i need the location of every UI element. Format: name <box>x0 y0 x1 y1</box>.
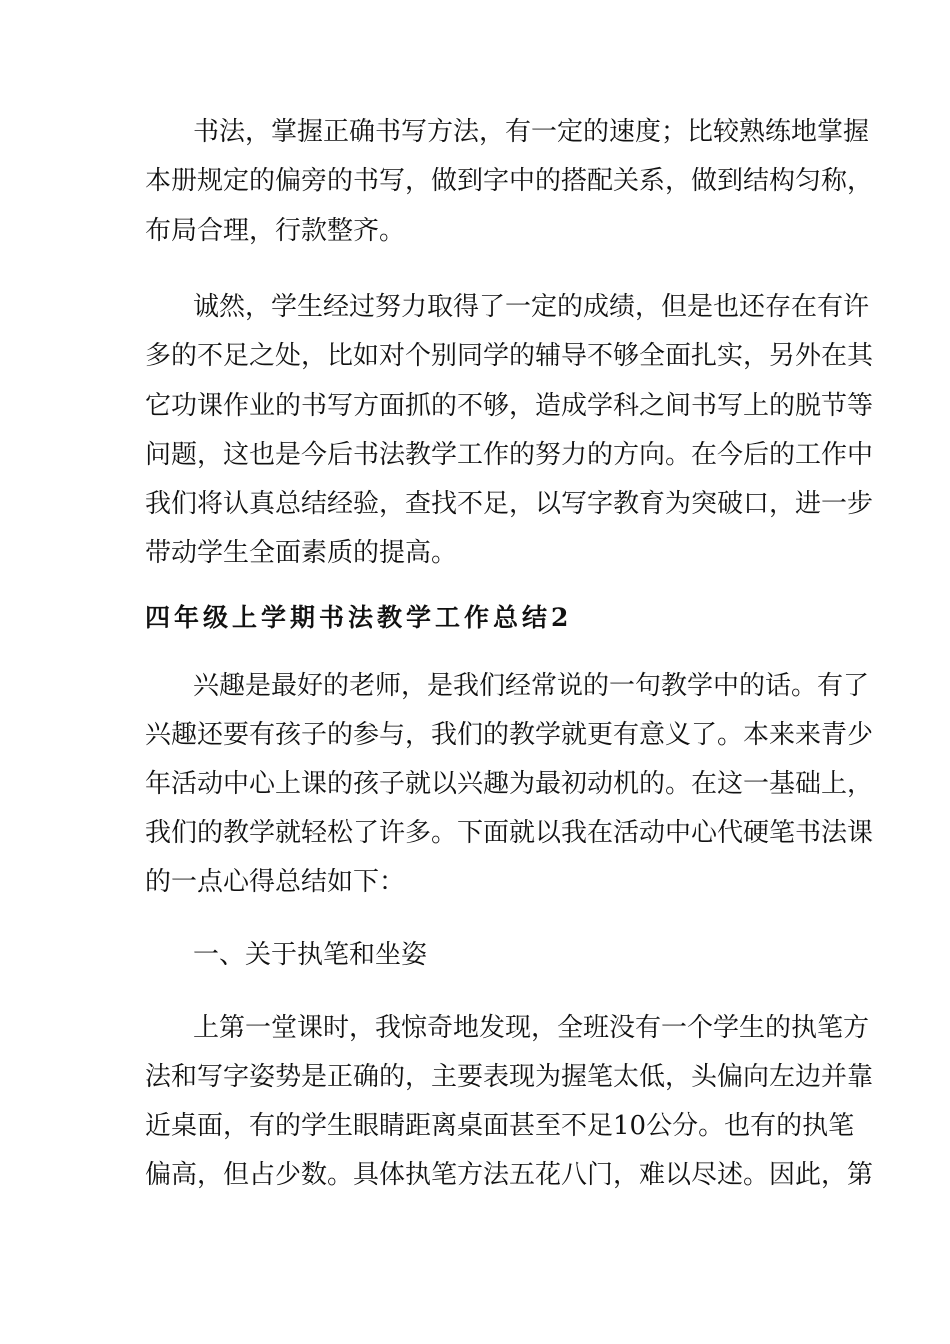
section-heading: 四年级上学期书法教学工作总结2 <box>145 603 573 632</box>
paragraph-line: 的一点心得总结如下： <box>145 867 406 897</box>
paragraph-line: 年活动中心上课的孩子就以兴趣为最初动机的。在这一基础上， <box>145 769 874 799</box>
paragraph-line: 带动学生全面素质的提高。 <box>145 538 458 568</box>
paragraph-line: 本册规定的偏旁的书写，做到字中的搭配关系，做到结构匀称， <box>145 166 874 196</box>
paragraph-line: 偏高，但占少数。具体执笔方法五花八门，难以尽述。因此，第 <box>145 1160 874 1190</box>
paragraph-line: 它功课作业的书写方面抓的不够，造成学科之间书写上的脱节等 <box>145 391 874 421</box>
paragraph-line: 兴趣是最好的老师，是我们经常说的一句教学中的话。有了 <box>193 671 870 701</box>
paragraph-line: 法和写字姿势是正确的，主要表现为握笔太低，头偏向左边并靠 <box>145 1062 874 1092</box>
paragraph-line: 问题，这也是今后书法教学工作的努力的方向。在今后的工作中 <box>145 440 874 470</box>
subsection-heading: 一、关于执笔和坐姿 <box>193 940 428 970</box>
paragraph-line: 我们将认真总结经验，查找不足，以写字教育为突破口，进一步 <box>145 489 874 519</box>
paragraph-line: 兴趣还要有孩子的参与，我们的教学就更有意义了。本来来青少 <box>145 720 874 750</box>
paragraph-line: 我们的教学就轻松了许多。下面就以我在活动中心代硬笔书法课 <box>145 818 874 848</box>
paragraph-line: 布局合理，行款整齐。 <box>145 216 406 246</box>
paragraph-line: 多的不足之处，比如对个别同学的辅导不够全面扎实，另外在其 <box>145 341 874 371</box>
paragraph-line: 近桌面，有的学生眼睛距离桌面甚至不足10公分。也有的执笔 <box>145 1111 855 1141</box>
paragraph-line: 诚然，学生经过努力取得了一定的成绩，但是也还存在有许 <box>193 292 870 322</box>
paragraph-line: 书法，掌握正确书写方法，有一定的速度；比较熟练地掌握 <box>193 117 870 147</box>
paragraph-line: 上第一堂课时，我惊奇地发现，全班没有一个学生的执笔方 <box>193 1013 870 1043</box>
